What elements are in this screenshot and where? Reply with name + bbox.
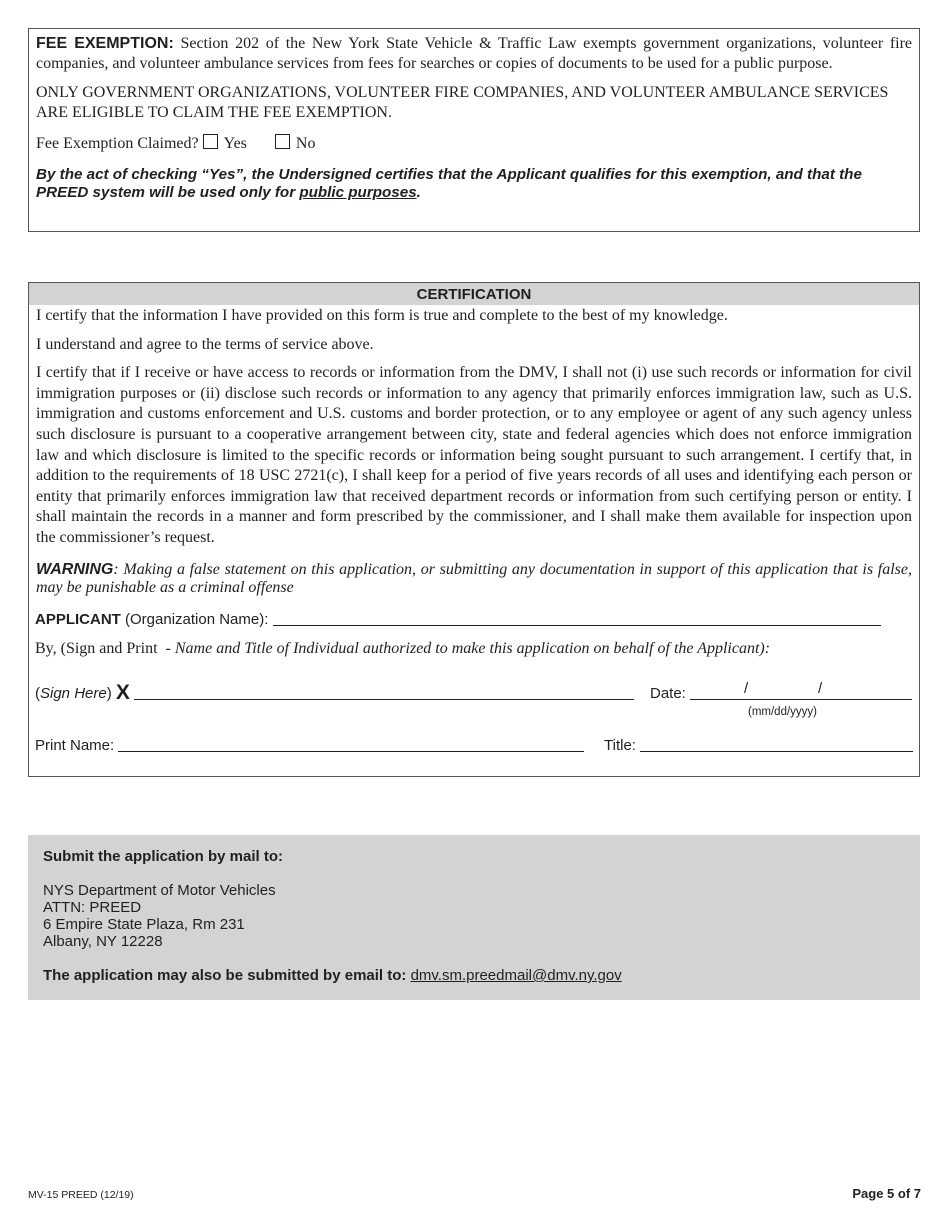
address-line: 6 Empire State Plaza, Rm 231 bbox=[43, 916, 245, 933]
title-label: Title: bbox=[604, 737, 636, 754]
form-id: MV-15 PREED (12/19) bbox=[28, 1189, 134, 1201]
mail-heading: Submit the application by mail to: bbox=[43, 848, 284, 865]
signature-row: (Sign Here) X bbox=[35, 681, 634, 705]
date-row bbox=[650, 680, 912, 702]
by-instructions: - Name and Title of Individual authorized to make this application on behalf of the Applicant): bbox=[165, 640, 771, 657]
organization-name-field[interactable] bbox=[273, 611, 881, 626]
address-line: ATTN: PREED bbox=[43, 899, 142, 916]
certification-heading: CERTIFICATION bbox=[29, 283, 919, 305]
date-label: Date: bbox=[650, 685, 686, 702]
fee-statement-end: . bbox=[416, 184, 421, 201]
fee-exemption-eligibility: ONLY GOVERNMENT ORGANIZATIONS, VOLUNTEER FIRE COMPANIES, AND VOLUNTEER AMBULANCE SERVICES ARE ELIGIBLE TO CLAIM THE FEE EXEMPTION. bbox=[36, 84, 889, 121]
certification-para-3: I certify that if I receive or have access to records or information from the DMV, I shall not (i) use such records or information for civil immigration purposes or (ii) disclose such records or information to any agency that primarily enforces immigration law, such as U.S. immigration and customs enforcement and U.S. customs and border protection, or to any employee or agent of any such agency unless such disclosure is pursuant to a cooperative arrangement between city, state and federal agencies which does not enforce immigration law and which disclosure is limited to the specific records or information being sought pursuant to such arrangement. I certify that, in addition to the requirements of 18 USC 2721(c), I shall keep for a period of five years records of all uses and identifying each person or entity that primarily enforces immigration law that received department records or information from such certifying person or entity. I shall maintain the records in a manner and form prescribed by the commissioner, and I shall make them available for inspection upon the commissioner’s request. bbox=[36, 364, 912, 546]
warning-label: WARNING bbox=[36, 560, 114, 578]
fee-claim-row bbox=[36, 134, 912, 154]
submission-info bbox=[28, 835, 920, 1000]
by-row bbox=[35, 640, 770, 658]
warning-text: Making a false statement on this application, or submitting any documentation in support of this application that is false, may be punishable as a criminal offense bbox=[36, 560, 913, 596]
date-field[interactable] bbox=[690, 680, 912, 700]
sign-here-label: Sign Here bbox=[40, 685, 107, 702]
applicant-row bbox=[35, 611, 881, 628]
fee-statement-underlined: public purposes bbox=[299, 184, 417, 201]
applicant-label: APPLICANT bbox=[35, 611, 121, 628]
certification-para-2: I understand and agree to the terms of service above. bbox=[36, 335, 374, 353]
fee-exemption-paragraph bbox=[36, 34, 912, 74]
fee-statement-text: By the act of checking “Yes”, the Undersigned certifies that the Applicant qualifies for this exemption, and that the PREED system will be used only for bbox=[36, 166, 862, 201]
date-separator-1: / bbox=[744, 680, 749, 697]
sign-mark: X bbox=[115, 681, 130, 704]
email-row bbox=[43, 967, 905, 984]
applicant-sub-label: (Organization Name): bbox=[125, 611, 269, 628]
certification-para-1: I certify that the information I have provided on this form is true and complete to the best of my knowledge. bbox=[36, 307, 728, 324]
certification-section bbox=[28, 282, 920, 777]
page-number: Page 5 of 7 bbox=[852, 1186, 921, 1201]
fee-exemption-section bbox=[28, 28, 920, 232]
email-label: The application may also be submitted by email to: bbox=[43, 967, 407, 984]
fee-no-checkbox[interactable] bbox=[275, 134, 290, 149]
fee-certification-statement bbox=[36, 166, 912, 202]
fee-yes-label: Yes bbox=[223, 135, 247, 152]
fee-exemption-text: Section 202 of the New York State Vehicle & Traffic Law exempts government organizations, volunteer fire companies, and volunteer ambulance services from fees for searches or copies of documents to be used for a public purpose. bbox=[36, 35, 913, 72]
title-row bbox=[604, 737, 913, 754]
mailing-address bbox=[43, 882, 905, 950]
print-name-row bbox=[35, 737, 584, 754]
by-label: By, (Sign and Print bbox=[35, 640, 158, 657]
title-field[interactable] bbox=[640, 737, 913, 752]
fee-claim-question: Fee Exemption Claimed? bbox=[36, 135, 199, 152]
address-line: Albany, NY 12228 bbox=[43, 933, 163, 950]
fee-exemption-heading: FEE EXEMPTION: bbox=[36, 35, 174, 52]
date-format-hint: (mm/dd/yyyy) bbox=[748, 706, 817, 718]
address-line: NYS Department of Motor Vehicles bbox=[43, 882, 276, 899]
signature-field[interactable] bbox=[134, 685, 634, 700]
email-link[interactable]: dmv.sm.preedmail@dmv.ny.gov bbox=[410, 967, 622, 984]
print-name-field[interactable] bbox=[118, 737, 584, 752]
print-name-label: Print Name: bbox=[35, 737, 115, 754]
fee-no-label: No bbox=[295, 135, 316, 152]
fee-yes-checkbox[interactable] bbox=[203, 134, 218, 149]
date-separator-2: / bbox=[818, 680, 823, 697]
warning-paragraph: WARNING: Making a false statement on this application, or submitting any documentation in support of this application that is false, may be punishable as a criminal offense bbox=[36, 560, 913, 596]
